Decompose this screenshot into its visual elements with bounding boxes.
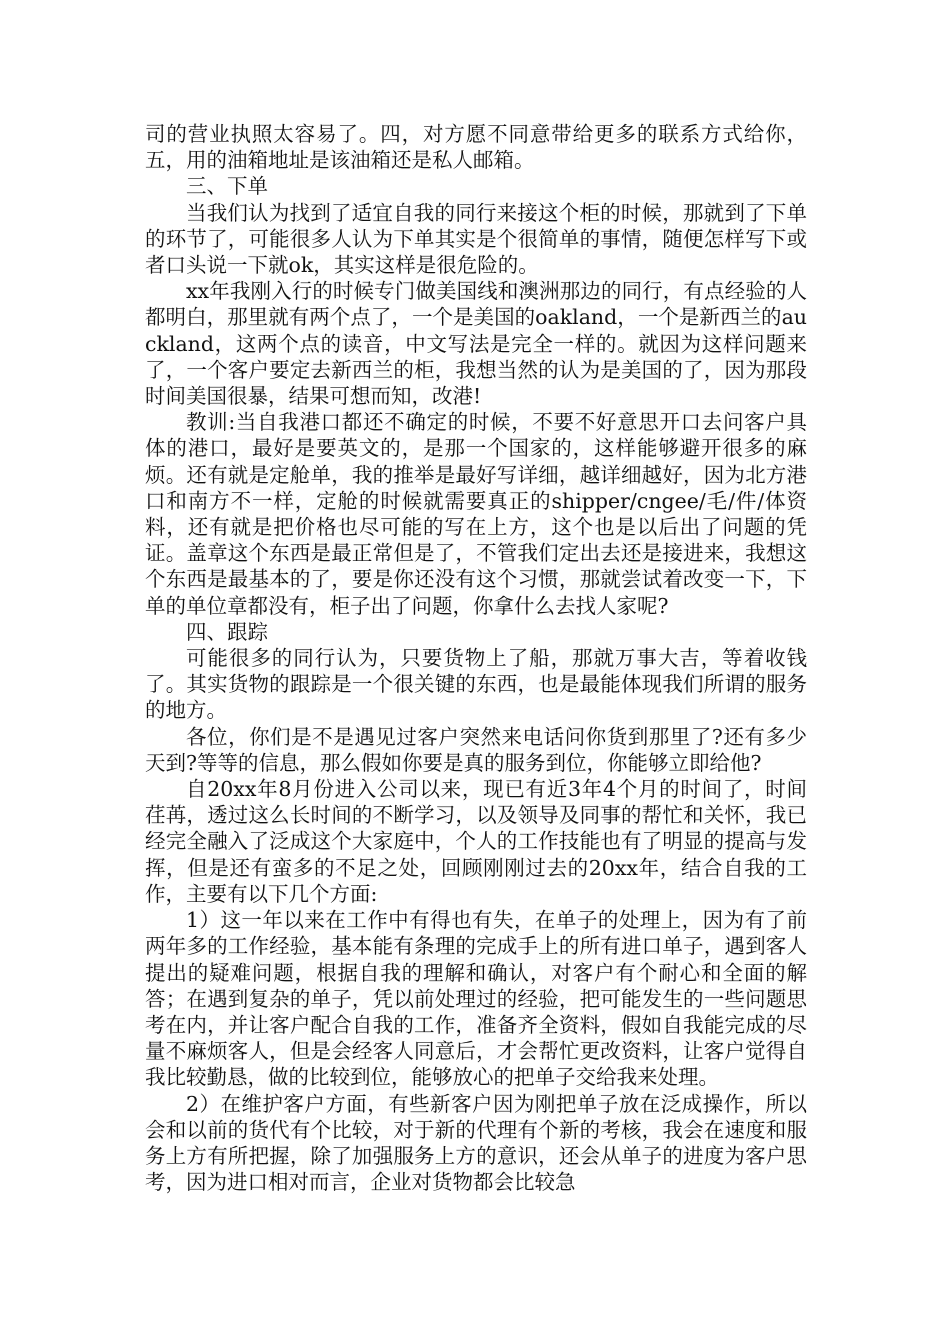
- document-body: [145, 121, 807, 1195]
- paragraph-tracking-question: 各位，你们是不是遇见过客户突然来电话问你货到那里了?还有多少天到?等等的信息，那么假如你要是真的服务到位，你能够立即给他?: [145, 724, 807, 775]
- section-heading-order: 三、下单: [186, 174, 268, 199]
- paragraph-order-intro: 当我们认为找到了适宜自我的同行来接这个柜的时候，那就到了下单的环节了，可能很多人认为下单其实是个很简单的事情，随便怎样写下或者口头说一下就ok，其实这样是很危险的。: [145, 200, 807, 278]
- section-heading-tracking: 四、跟踪: [186, 619, 268, 644]
- paragraph-summary-intro: 自20xx年8月份进入公司以来，现已有近3年4个月的时间了，时间荏苒，透过这么长时间的不断学习，以及领导及同事的帮忙和关怀，我已经完全融入了泛成这个大家庭中，个人的工作技能也有了明显的提高与发挥，但是还有蛮多的不足之处，回顾刚刚过去的20xx年，结合自我的工作，主要有以下几个方面:: [145, 777, 807, 906]
- paragraph-point-2: 2）在维护客户方面，有些新客户因为刚把单子放在泛成操作，所以会和以前的货代有个比较，对于新的代理有个新的考核，我会在速度和服务上方有所把握，除了加强服务上方的意识，还会从单子的进度为客户思考，因为进口相对而言，企业对货物都会比较急: [145, 1091, 807, 1195]
- paragraph-tracking-intro: 可能很多的同行认为，只要货物上了船，那就万事大吉，等着收钱了。其实货物的跟踪是一个很关键的东西，也是最能体现我们所谓的服务的地方。: [145, 646, 807, 723]
- paragraph-lesson: 教训:当自我港口都还不确定的时候，不要不好意思开口去问客户具体的港口，最好是要英文的，是那一个国家的，这样能够避开很多的麻烦。还有就是定舱单，我的推举是最好写详细，越详细越好，因为北方港口和南方不一样，定舱的时候就需要真正的shipper/cngee/毛/件/体资料，还有就是把价格也尽可能的写在上方，这个也是以后出了问题的凭证。盖章这个东西是最正常但是了，不管我们定出去还是接进来，我想这个东西是最基本的了，要是你还没有这个习惯，那就尝试着改变一下，下单的单位章都没有，柜子出了问题，你拿什么去找人家呢?: [145, 410, 807, 618]
- paragraph-oakland-story: xx年我刚入行的时候专门做美国线和澳洲那边的同行，有点经验的人都明白，那里就有两个点了，一个是美国的oakland，一个是新西兰的auckland，这两个点的读音，中文写法是完全一样的。就因为这样问题来了，一个客户要定去新西兰的柜，我想当然的认为是美国的了，因为那段时间美国很暴，结果可想而知，改港!: [145, 279, 807, 409]
- paragraph-point-1: 1）这一年以来在工作中有得也有失，在单子的处理上，因为有了前两年多的工作经验，基本能有条理的完成手上的所有进口单子，遇到客人提出的疑难问题，根据自我的理解和确认，对客户有个耐心和全面的解答；在遇到复杂的单子，凭以前处理过的经验，把可能发生的一些问题思考在内，并让客户配合自我的工作，准备齐全资料，假如自我能完成的尽量不麻烦客人，但是会经客人同意后，才会帮忙更改资料，让客户觉得自我比较勤恳，做的比较到位，能够放心的把单子交给我来处理。: [145, 908, 807, 1090]
- paragraph-continuation: 司的营业执照太容易了。四，对方愿不同意带给更多的联系方式给你，五，用的油箱地址是该油箱还是私人邮箱。: [145, 122, 807, 173]
